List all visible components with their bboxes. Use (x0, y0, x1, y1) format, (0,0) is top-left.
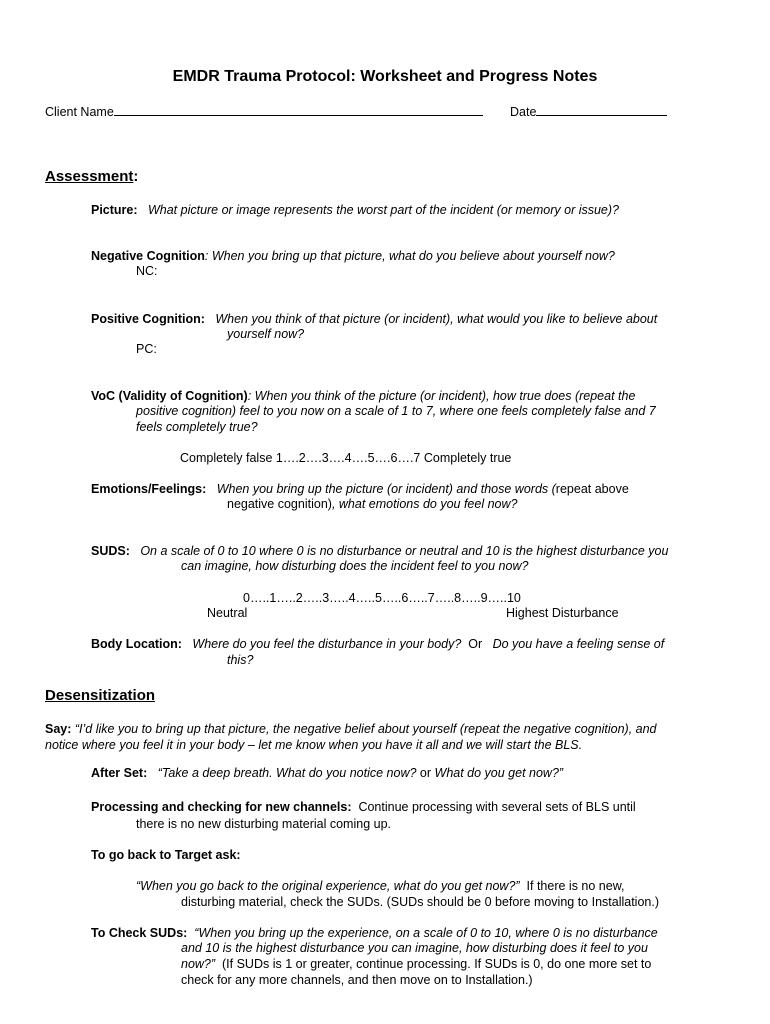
date-field[interactable] (536, 103, 667, 116)
nc-item (91, 249, 615, 264)
say-cont: notice where you feel it in your body – let me know when you have it all and we will start the BLS. (45, 738, 583, 752)
voc-label: VoC (Validity of Cognition) (91, 389, 248, 403)
client-name-row (45, 103, 483, 120)
after-set-label: After Set: (91, 766, 148, 780)
suds-scale: 0…..1…..2…..3…..4…..5…..6…..7…..8…..9…..10 (243, 591, 521, 605)
processing-label: Processing and checking for new channels: (91, 800, 352, 814)
check-suds-cont3: check for any more channels, and then move on to Installation.) (181, 973, 533, 987)
processing-item: Processing and checking for new channels: Continue processing with several sets of BLS until (91, 800, 636, 814)
assessment-heading: Assessment: (45, 168, 139, 185)
suds-neutral-label: Neutral (207, 606, 248, 620)
voc-prompt-cont2: feels completely true? (136, 420, 258, 434)
voc-scale: Completely false 1….2….3….4….5….6….7 Completely true (180, 451, 512, 465)
emotions-label: Emotions/Feelings: (91, 482, 207, 496)
suds-item (91, 544, 668, 559)
check-suds-item: To Check SUDs: “When you bring up the experience, on a scale of 0 to 10, where 0 is no disturbance (91, 926, 658, 940)
body-location-item: Body Location: Where do you feel the disturbance in your body? Or Do you have a feeling sense of (91, 637, 665, 651)
emotions-prompt: When you bring up the picture (or incident) and those words ( (216, 482, 556, 496)
page-title: EMDR Trauma Protocol: Worksheet and Progress Notes (172, 68, 598, 85)
pc-item (91, 312, 657, 327)
pc-field: PC: (136, 342, 157, 356)
emotions-prompt-cont: negative cognition), what emotions do you feel now? (227, 497, 518, 511)
date-row (510, 103, 667, 120)
body-location-label: Body Location: (91, 637, 182, 651)
date-label: Date (510, 105, 537, 119)
client-name-field[interactable] (114, 103, 483, 116)
check-suds-cont1: and 10 is the highest disturbance you can imagine, how disturbing does it feel to you (181, 941, 648, 955)
check-suds-label: To Check SUDs: (91, 926, 188, 940)
nc-prompt: : When you bring up that picture, what do you believe about yourself now? (204, 249, 615, 263)
client-name-label: Client Name (45, 105, 114, 119)
pc-label: Positive Cognition: (91, 312, 205, 326)
target-label: To go back to Target ask: (91, 848, 241, 862)
say-item: Say: “I’d like you to bring up that picture, the negative belief about yourself (repeat the negative cognition), and (45, 722, 657, 736)
picture-item (91, 203, 619, 218)
pc-prompt-cont: yourself now? (227, 327, 305, 341)
after-set-item: After Set: “Take a deep breath. What do you notice now? or What do you get now?” (91, 766, 564, 780)
body-location-cont: this? (227, 653, 254, 667)
check-suds-cont2: now?” (If SUDs is 1 or greater, continue processing. If SUDs is 0, do one more set to (181, 957, 652, 971)
suds-prompt-cont: can imagine, how disturbing does the incident feel to you now? (181, 559, 529, 573)
processing-cont: there is no new disturbing material coming up. (136, 817, 391, 831)
picture-label: Picture: (91, 203, 138, 217)
voc-prompt: : When you think of the picture (or incident), how true does (repeat the (247, 389, 636, 403)
nc-field: NC: (136, 264, 158, 278)
voc-prompt-cont1: positive cognition) feel to you now on a scale of 1 to 7, where one feels completely false and 7 (136, 404, 656, 418)
pc-prompt: When you think of that picture (or incident), what would you like to believe about (215, 312, 658, 326)
suds-label: SUDS: (91, 544, 130, 558)
desensitization-heading: Desensitization (45, 687, 156, 704)
picture-prompt: What picture or image represents the worst part of the incident (or memory or issue)? (147, 203, 619, 217)
target-quote: “When you go back to the original experience, what do you get now?” If there is no new, (136, 879, 625, 893)
say-label: Say: (45, 722, 72, 736)
nc-label: Negative Cognition (91, 249, 205, 263)
suds-prompt: On a scale of 0 to 10 where 0 is no disturbance or neutral and 10 is the highest disturbance you (140, 544, 669, 558)
target-cont: disturbing material, check the SUDs. (SUDs should be 0 before moving to Installation.) (181, 895, 660, 909)
voc-item (91, 389, 635, 404)
emotions-item: Emotions/Feelings: When you bring up the picture (or incident) and those words (repeat above (91, 482, 629, 496)
suds-highest-label: Highest Disturbance (506, 606, 619, 620)
